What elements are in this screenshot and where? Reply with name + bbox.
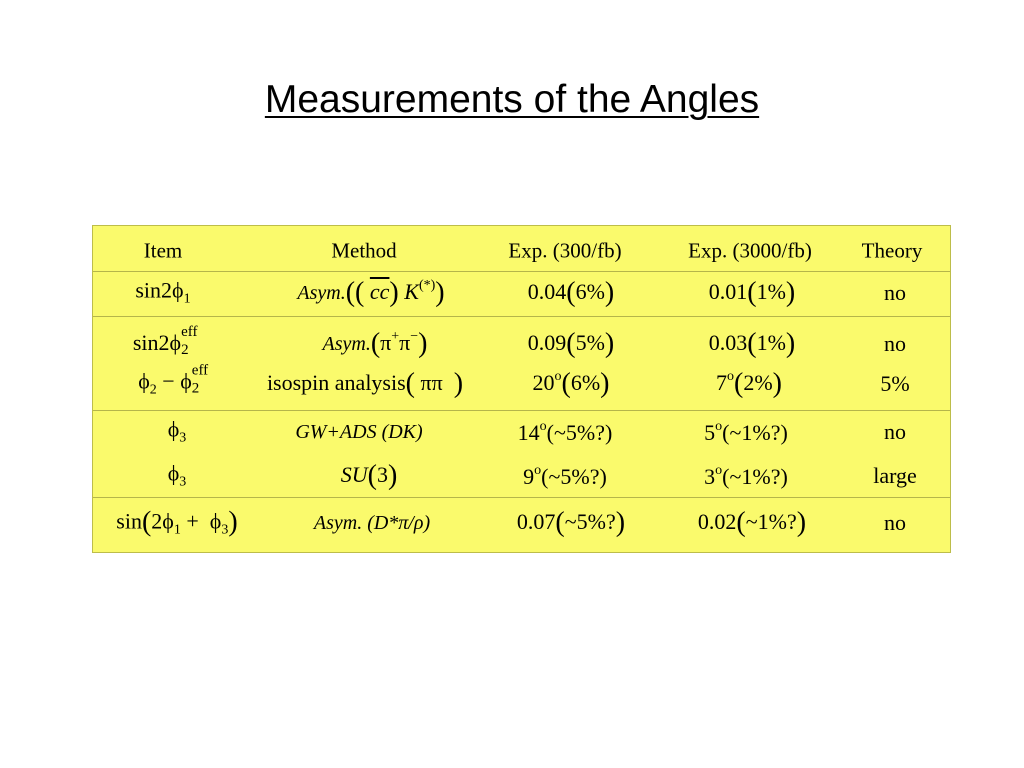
row-sin2phi2eff-theory: no <box>884 331 906 356</box>
row-phi3-su3-exp300: 9$^o$(~5%?) <box>523 463 607 489</box>
row-sin-sum-method: Asym. (D*π/ρ) <box>313 512 431 534</box>
header-divider <box>93 271 950 272</box>
row-divider <box>93 410 950 411</box>
row-phi3-gwads-exp300: 14$^o$(~5%?) <box>517 419 613 445</box>
row-phi3-gwads-theory: no <box>884 419 906 444</box>
row-sin2phi1-item: $\sin 2\phi_1$ <box>135 277 191 307</box>
row-phi3-su3-item: $\phi_3$ <box>167 460 187 490</box>
row-phi2-diff-exp300: 20$^o$(6%) <box>532 368 610 399</box>
row-divider <box>93 316 950 317</box>
row-sin2phi1-exp3000: 0.01(1%) <box>708 277 796 308</box>
row-sin-sum-item: $\sin(2\phi_1 + \phi_3)$ <box>116 506 238 538</box>
row-sin2phi2eff-exp300: 0.09(5%) <box>527 328 615 359</box>
row-phi2-diff-item: $\phi_2 - \phi$ eff 2 <box>138 362 209 398</box>
row-sin2phi2eff-item: sin2ϕ eff 2 <box>132 323 198 358</box>
header-exp-300: Exp. (300/fb) <box>508 238 622 263</box>
row-sin2phi2eff-exp3000: 0.03(1%) <box>708 328 796 359</box>
row-phi2-diff-theory: 5% <box>880 371 910 396</box>
row-sin-sum-theory: no <box>884 510 906 535</box>
header-item: Item <box>143 238 183 263</box>
row-phi3-gwads-exp3000: 5$^o$(~1%?) <box>704 419 788 445</box>
row-phi3-su3-theory: large <box>873 463 917 488</box>
row-divider <box>93 497 950 498</box>
row-sin2phi1-method: Asym.(( $\overline{cc}$) K(*)) <box>297 277 445 308</box>
slide-title: Measurements of the Angles <box>264 78 760 121</box>
row-phi3-su3-exp3000: 3$^o$(~1%?) <box>704 463 788 489</box>
row-phi2-diff-exp3000: 7$^o$(2%) <box>716 368 782 399</box>
row-sin-sum-exp3000: 0.02(~1%?) <box>697 507 807 538</box>
header-theory: Theory <box>861 238 923 263</box>
row-sin2phi1-theory: no <box>884 280 906 305</box>
row-phi3-gwads-item: $\phi_3$ <box>167 416 187 446</box>
row-phi3-gwads-method: GW+ADS (DK) <box>295 421 423 443</box>
measurements-table <box>92 225 951 553</box>
header-method: Method <box>331 238 397 263</box>
row-sin2phi2eff-method: Asym.(π+π−) <box>322 328 428 359</box>
row-phi3-su3-method: SU(3) <box>340 460 398 491</box>
row-sin2phi1-exp300: 0.04(6%) <box>527 277 615 308</box>
row-sin-sum-exp300: 0.07(~5%?) <box>516 507 626 538</box>
row-phi2-diff-method: isospin analysis( ππ ) <box>266 368 464 399</box>
header-exp-3000: Exp. (3000/fb) <box>688 238 812 263</box>
